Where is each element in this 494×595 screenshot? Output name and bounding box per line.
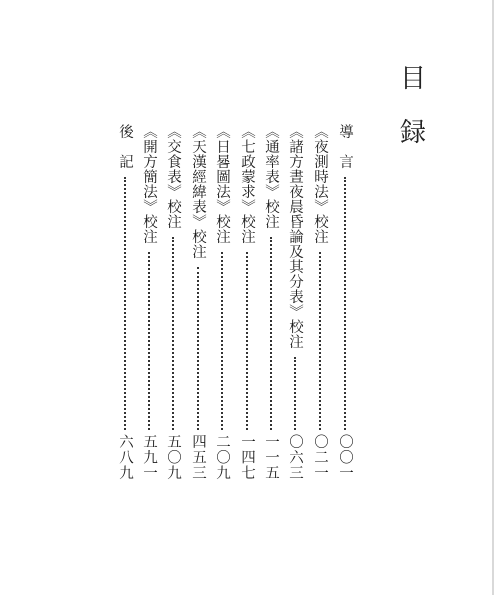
- toc-entry-label: 《通率表》校注: [263, 124, 279, 229]
- toc-leader-dots: [124, 177, 126, 430]
- toc-entry-label: 《諸方晝夜晨昏論及其分表》校注: [287, 124, 303, 349]
- toc-entry-label: 《七政蒙求》校注: [239, 124, 255, 244]
- toc-entry-page: 〇六三: [287, 434, 303, 481]
- toc-title-char-1: 目: [400, 64, 427, 94]
- toc-entry-label: 《夜測時法》校注: [312, 124, 328, 244]
- toc-entry-page: 四五三: [190, 434, 206, 481]
- toc-entry-page: 〇〇一: [337, 434, 353, 481]
- toc-leader-dots: [197, 267, 199, 430]
- toc-leader-dots: [294, 357, 296, 430]
- toc-entry[interactable]: [261, 124, 281, 486]
- toc-entry[interactable]: [115, 124, 135, 486]
- toc-title-char-2: 録: [400, 118, 427, 148]
- toc-leader-dots: [148, 252, 150, 430]
- toc-entry-page: 五〇九: [165, 434, 181, 481]
- toc-entry-label: 《天漢經緯表》校注: [190, 124, 206, 259]
- toc-entry-label: 後 記: [117, 124, 133, 169]
- toc-entry[interactable]: [237, 124, 257, 486]
- toc-entry[interactable]: [163, 124, 183, 486]
- toc-entry-page: 五九一: [141, 434, 157, 481]
- toc-entry-label: 導 言: [337, 124, 353, 169]
- toc-leader-dots: [344, 177, 346, 430]
- toc-entry-page: 〇二一: [312, 434, 328, 481]
- toc-entry[interactable]: [310, 124, 330, 486]
- toc-entry-label: 《日晷圖法》校注: [214, 124, 230, 244]
- toc-leader-dots: [270, 237, 272, 430]
- toc-entry[interactable]: [285, 124, 305, 486]
- toc-leader-dots: [319, 252, 321, 430]
- toc-entry[interactable]: [212, 124, 232, 486]
- toc-entry-page: 二〇九: [214, 434, 230, 481]
- toc-entry[interactable]: [188, 124, 208, 486]
- toc-leader-dots: [221, 252, 223, 430]
- toc-entry[interactable]: [335, 124, 355, 486]
- toc-entry[interactable]: [139, 124, 159, 486]
- toc-entry-page: 一一五: [263, 434, 279, 481]
- toc-entry-label: 《交食表》校注: [165, 124, 181, 229]
- toc-entry-label: 《開方簡法》校注: [141, 124, 157, 244]
- toc-leader-dots: [246, 252, 248, 430]
- toc-entry-page: 一四七: [239, 434, 255, 481]
- toc-leader-dots: [172, 237, 174, 430]
- toc-entry-page: 六八九: [117, 434, 133, 481]
